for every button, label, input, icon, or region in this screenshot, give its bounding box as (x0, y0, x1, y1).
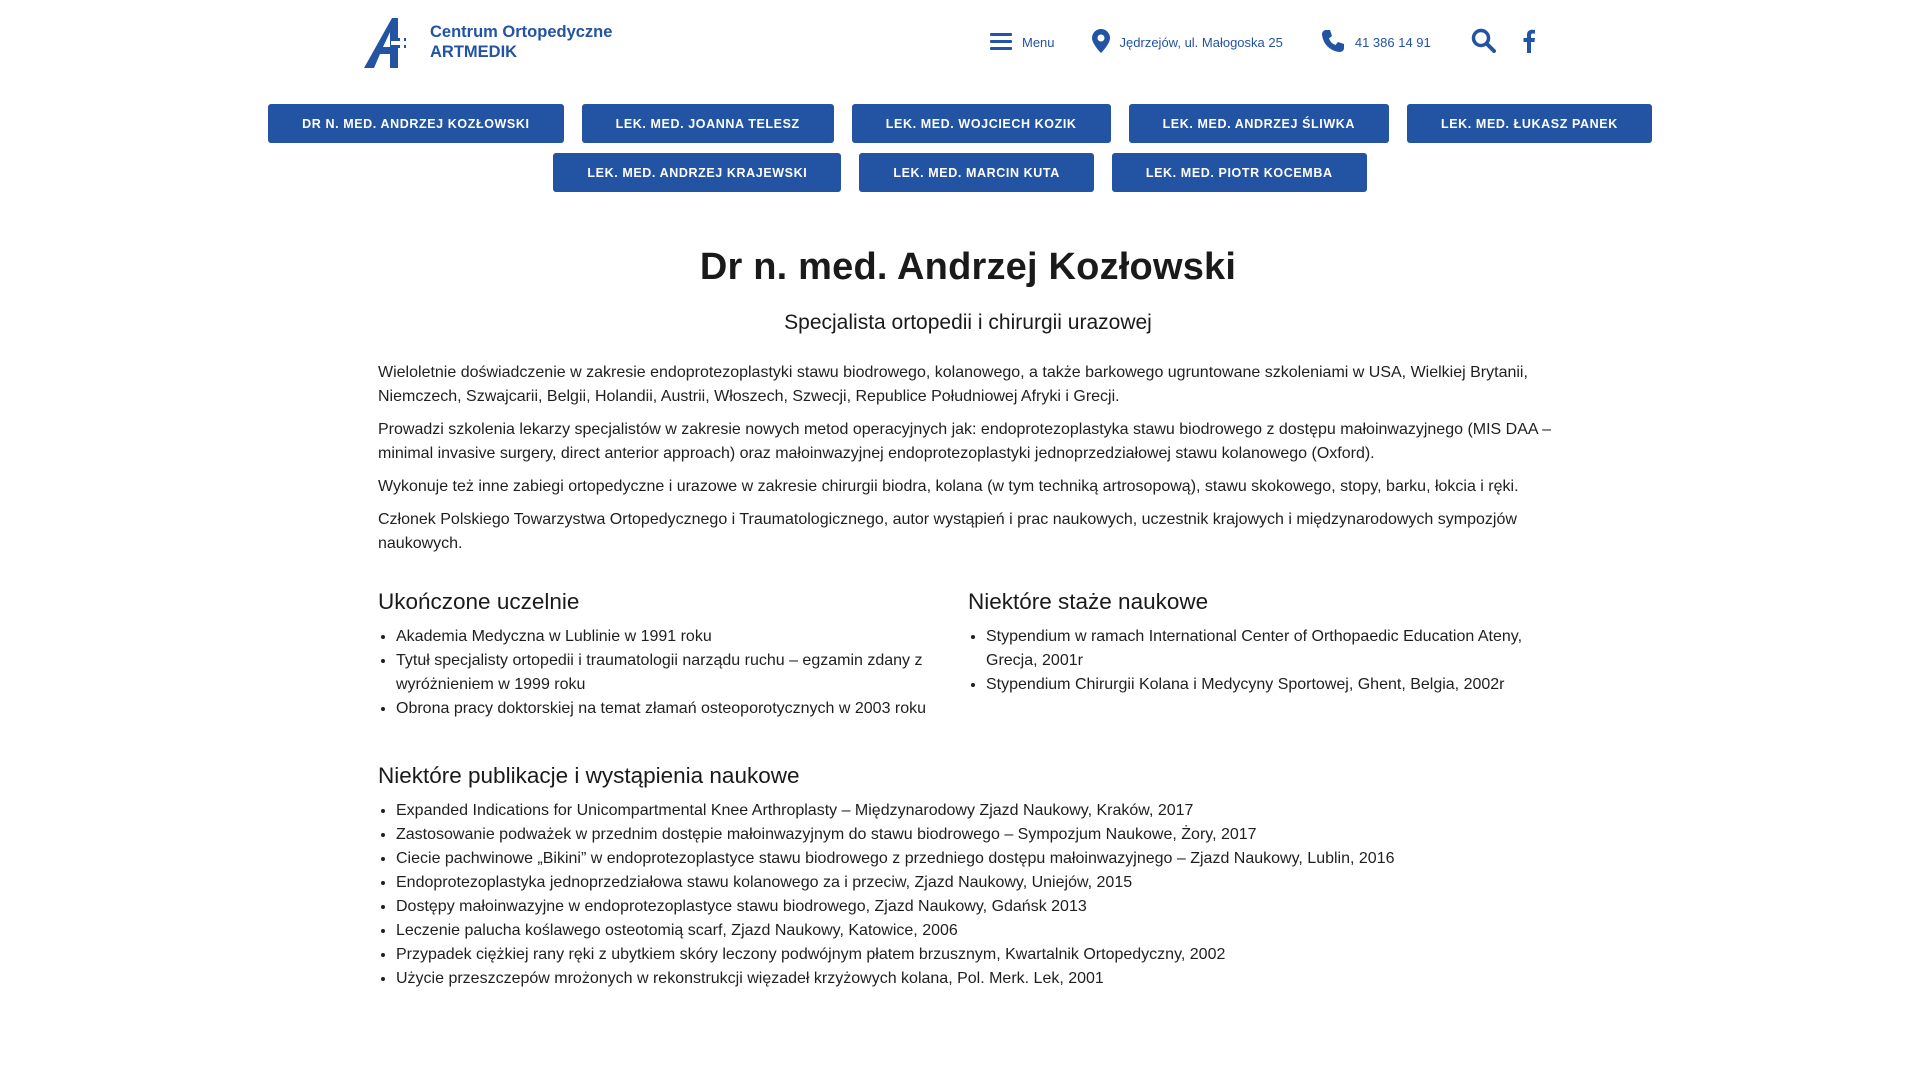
search-icon (1471, 28, 1496, 56)
list-item: • Dostępy małoinwazyjne w endoprotezoplastyce stawu biodrowego, Zjazd Naukowy, Gdańsk 2013 (396, 895, 1558, 919)
doctors-row-1 (0, 104, 1920, 143)
list-item: • Przypadek ciężkiej rany ręki z ubytkiem skóry leczony podwójnym płatem brzusznym, Kwartalnik Ortopedyczny, 2002 (396, 943, 1558, 967)
list-item: • Akademia Medyczna w Lublinie w 1991 roku (396, 625, 948, 649)
list-item: • Leczenie palucha koślawego osteotomią scarf, Zjazd Naukowy, Katowice, 2006 (396, 919, 1558, 943)
phone-icon (1321, 29, 1345, 56)
logo-link[interactable] (362, 14, 612, 70)
doctor-button-telesz[interactable]: LEK. MED. JOANNA TELESZ (582, 104, 834, 143)
intro-paragraph: Członek Polskiego Towarzystwa Ortopedycznego i Traumatologicznego, autor wystąpień i prac naukowych, uczestnik krajowych i międzynarodowych sympozjów naukowych. (378, 511, 1517, 552)
intro-section (378, 361, 1558, 556)
list-item: • Endoprotezoplastyka jednoprzedziałowa stawu kolanowego za i przeciw, Zjazd Naukowy, Uniejów, 2015 (396, 871, 1558, 895)
list-item: • Zastosowanie podważek w przednim dostępie małoinwazyjnym do stawu biodrowego – Sympozjum Naukowe, Żory, 2017 (396, 823, 1558, 847)
doctor-button-panek[interactable]: LEK. MED. ŁUKASZ PANEK (1407, 104, 1652, 143)
doctor-button-sliwka[interactable]: LEK. MED. ANDRZEJ ŚLIWKA (1129, 104, 1389, 143)
address-label: Jędrzejów, ul. Małogoska 25 (1119, 34, 1283, 50)
facebook-icon (1522, 29, 1536, 56)
artmedik-logo-icon (362, 14, 420, 70)
main-content (378, 246, 1558, 991)
list-item: • Expanded Indications for Unicompartmental Knee Arthroplasty – Międzynarodowy Zjazd Naukowy, Kraków, 2017 (396, 799, 1558, 823)
internships-section (968, 589, 1558, 721)
doctor-button-kozik[interactable]: LEK. MED. WOJCIECH KOZIK (852, 104, 1111, 143)
list-item: • Obrona pracy doktorskiej na temat złamań osteoporotycznych w 2003 roku (396, 697, 948, 721)
list-item: • Tytuł specjalisty ortopedii i traumatologii narządu ruchu – egzamin zdany z wyróżnieniem w 1999 roku (396, 649, 948, 697)
intro-paragraph: Wykonuje też inne zabiegi ortopedyczne i urazowe w zakresie chirurgii biodra, kolana (w tym techniką artrosopową), stawu skokowego, stopy, barku, łokcia i ręki. (378, 478, 1519, 495)
doctor-button-kozlowski[interactable]: DR N. MED. ANDRZEJ KOZŁOWSKI (268, 104, 563, 143)
internships-list (968, 625, 1558, 697)
menu-label: Menu (1022, 34, 1055, 50)
publications-list (378, 799, 1558, 991)
doctor-button-kocemba[interactable]: LEK. MED. PIOTR KOCEMBA (1112, 153, 1367, 192)
menu-button[interactable] (990, 31, 1055, 54)
doctors-nav (0, 104, 1920, 202)
page-subtitle: Specjalista ortopedii i chirurgii urazowej (784, 311, 1152, 334)
intro-paragraph: Prowadzi szkolenia lekarzy specjalistów w zakresie nowych metod operacyjnych jak: endoprotezoplastyka stawu biodrowego z dostępu małoinwazyjnego (MIS DAA – minimal invasive surgery, direct anterior approach) oraz małoinwazyjnej endoprotezoplastyki jednoprzedziałowej stawu kolanowego (Oxford). (378, 421, 1552, 462)
phone-label: 41 386 14 91 (1354, 34, 1431, 50)
address-link[interactable] (1092, 29, 1283, 56)
doctor-button-kuta[interactable]: LEK. MED. MARCIN KUTA (859, 153, 1094, 192)
page-title: Dr n. med. Andrzej Kozłowski (699, 246, 1237, 288)
education-section (378, 589, 968, 721)
search-button[interactable] (1471, 28, 1496, 56)
education-list (378, 625, 968, 721)
publications-heading: Niektóre publikacje i wystąpienia naukowe (378, 763, 800, 788)
doctors-row-2 (0, 153, 1920, 192)
site-header (0, 0, 1920, 90)
brand-line-2: ARTMEDIK (430, 43, 518, 61)
internships-heading: Niektóre staże naukowe (968, 589, 1209, 614)
map-pin-icon (1092, 29, 1110, 56)
list-item: • Stypendium w ramach International Center of Orthopaedic Education Ateny, Grecja, 2001r (986, 625, 1538, 673)
phone-link[interactable] (1321, 29, 1431, 56)
two-column-section (378, 589, 1558, 721)
list-item: • Ciecie pachwinowe „Bikini” w endoprotezoplastyce stawu biodrowego z przedniego dostępu małoinwazyjnego – Zjazd Naukowy, Lublin, 2016 (396, 847, 1558, 871)
header-nav (990, 24, 1536, 60)
list-item: • Użycie przeszczepów mrożonych w rekonstrukcji więzadeł krzyżowych kolana, Pol. Merk. Lek, 2001 (396, 967, 1558, 991)
facebook-link[interactable] (1522, 29, 1536, 56)
publications-section (378, 763, 1558, 991)
brand-line-1: Centrum Ortopedyczne (430, 23, 613, 41)
hamburger-icon (990, 31, 1012, 54)
education-heading: Ukończone uczelnie (378, 589, 580, 614)
list-item: • Stypendium Chirurgii Kolana i Medycyny Sportowej, Ghent, Belgia, 2002r (986, 673, 1538, 697)
doctor-button-krajewski[interactable]: LEK. MED. ANDRZEJ KRAJEWSKI (553, 153, 841, 192)
intro-paragraph: Wieloletnie doświadczenie w zakresie endoprotezoplastyki stawu biodrowego, kolanowego, a także barkowego ugruntowane szkoleniami w USA, Wielkiej Brytanii, Niemczech, Szwajcarii, Belgii, Holandii, Austrii, Włoszech, Szwecji, Republice Południowej Afryki i Grecji. (378, 364, 1528, 405)
